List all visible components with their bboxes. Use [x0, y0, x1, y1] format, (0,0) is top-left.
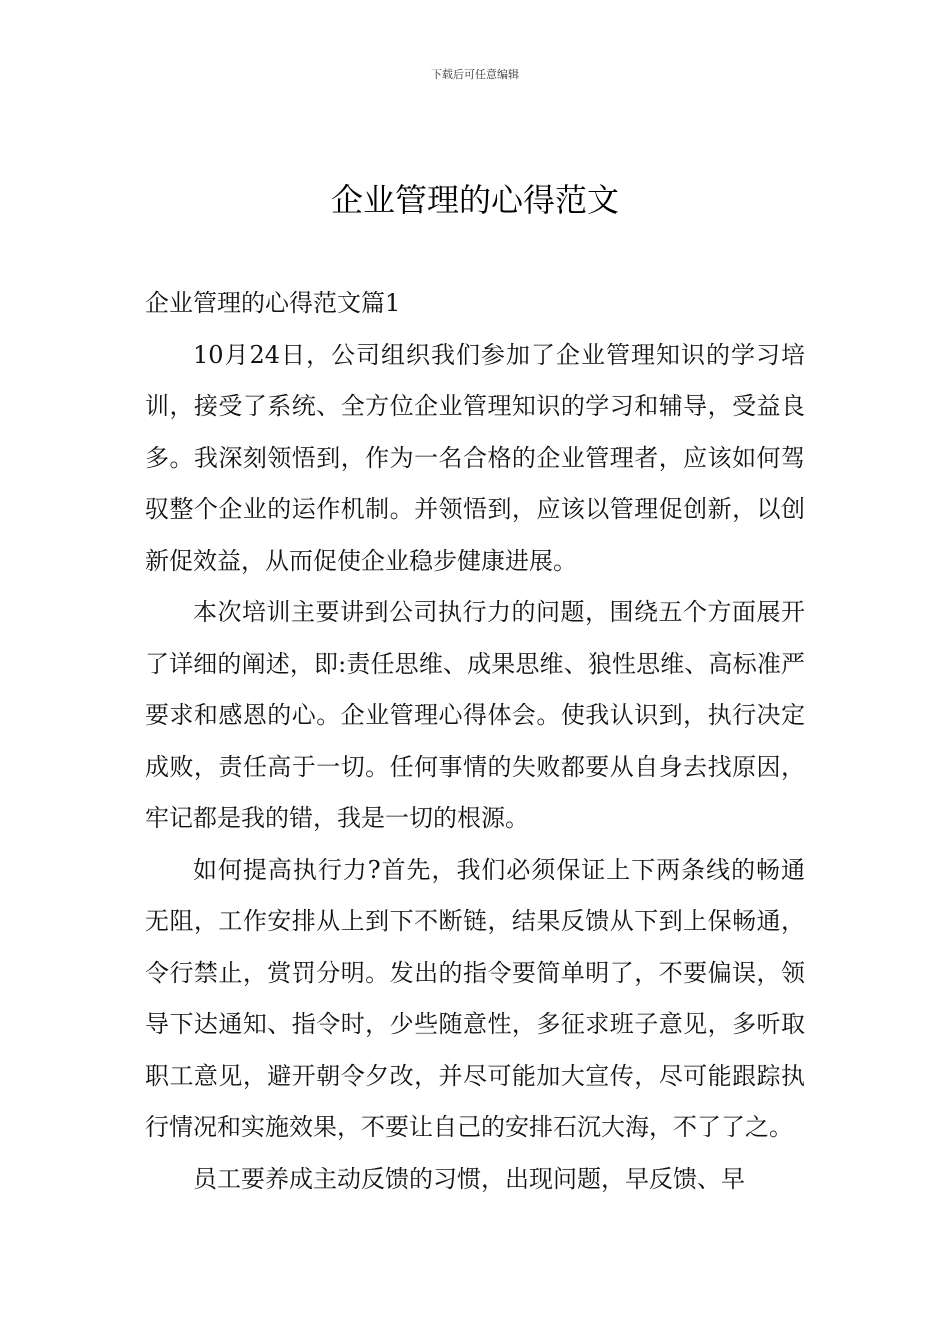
document-title: 企业管理的心得范文: [330, 181, 619, 219]
section-heading: 企业管理的心得范文篇1: [145, 289, 401, 317]
paragraph: 10月24日，公司组织我们参加了企业管理知识的学习培训，接受了系统、全方位企业管理知识的学习和辅导，受益良多。我深刻领悟到，作为一名合格的企业管理者，应该如何驾驭整个企业的运作机制。并领悟到，应该以管理促创新，以创新促效益，从而促使企业稳步健康进展。: [145, 340, 805, 575]
document-body: [145, 278, 805, 1205]
header-note: 下载后可任意编辑: [431, 68, 519, 81]
paragraph: 如何提高执行力?首先，我们必须保证上下两条线的畅通无阻，工作安排从上到下不断链，结果反馈从下到上保畅通，令行禁止，赏罚分明。发出的指令要简单明了，不要偏误，领导下达通知、指令时，少些随意性，多征求班子意见，多听取职工意见，避开朝令夕改，并尽可能加大宣传，尽可能跟踪执行情况和实施效果，不要让自己的安排石沉大海，不了了之。: [145, 855, 805, 1141]
paragraph: 员工要养成主动反馈的习惯，出现问题，早反馈、早: [193, 1164, 745, 1193]
paragraph: 本次培训主要讲到公司执行力的问题，围绕五个方面展开了详细的阐述，即:责任思维、成果思维、狼性思维、高标准严要求和感恩的心。企业管理心得体会。使我认识到，执行决定成败，责任高于一切。任何事情的失败都要从自身去找原因，牢记都是我的错，我是一切的根源。: [145, 598, 805, 832]
